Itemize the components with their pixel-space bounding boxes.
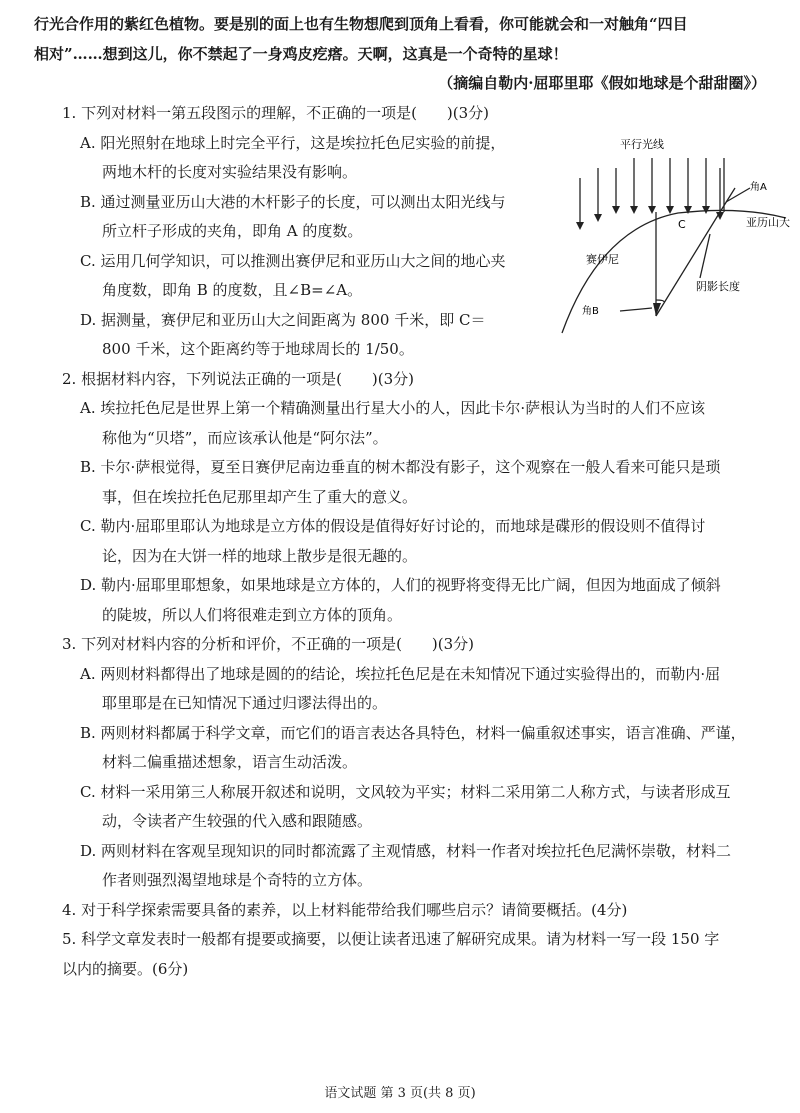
arrow-head bbox=[612, 206, 620, 214]
arrow-head bbox=[648, 206, 656, 214]
page-footer: 语文试题 第 3 页(共 8 页) bbox=[324, 1086, 476, 1101]
q3-option-c-cont: 动，令读者产生较强的代入感和跟随感。 bbox=[102, 812, 373, 830]
q3-option-a-cont: 耶里耶是在已知情况下通过归谬法得出的。 bbox=[102, 694, 388, 712]
q3-option-a: A. 两则材料都得出了地球是圆的的结论，埃拉托色尼是在未知情况下通过实验得出的，而勒内·屈 bbox=[80, 665, 721, 683]
q2-option-a: A. 埃拉托色尼是世界上第一个精确测量出行星大小的人，因此卡尔·萨根认为当时的人们不应该 bbox=[80, 399, 706, 417]
shadow-leader bbox=[700, 234, 710, 278]
label-syene: 赛伊尼 bbox=[586, 253, 619, 266]
q1-option-c: C. 运用几何学知识，可以推测出赛伊尼和亚历山大之间的地心夹 bbox=[80, 252, 506, 270]
q3-option-d: D. 两则材料在客观呈现知识的同时都流露了主观情感，材料一作者对埃拉托色尼满怀崇敬，材料二 bbox=[80, 842, 732, 860]
q1-option-b: B. 通过测量亚历山大港的木杆影子的长度，可以测出太阳光线与 bbox=[80, 193, 506, 211]
passage-source: （摘编自勒内·屈耶里耶《假如地球是个甜甜圈》） bbox=[438, 74, 766, 92]
q1-option-c-cont: 角度数，即角 B 的度数，且∠B=∠A。 bbox=[102, 281, 363, 299]
arrow-head bbox=[594, 214, 602, 222]
q3-option-b-cont: 材料二偏重描述想象，语言生动活泼。 bbox=[102, 753, 358, 771]
label-angle-b: 角B bbox=[582, 306, 599, 317]
q2-option-d-cont: 的陡坡，所以人们将很难走到立方体的顶角。 bbox=[102, 606, 403, 624]
radius-alexandria bbox=[656, 212, 720, 316]
q3-option-b: B. 两则材料都属于科学文章，而它们的语言表达各具特色，材料一偏重叙述事实，语言准确、严谨， bbox=[80, 724, 746, 742]
question-5-stem: 5. 科学文章发表时一般都有提要或摘要，以便让读者迅速了解研究成果。请为材料一写一段 150 字 bbox=[62, 930, 720, 948]
q1-option-b-cont: 所立杆子形成的夹角，即角 A 的度数。 bbox=[102, 222, 363, 240]
passage-line: 相对”……想到这儿，你不禁起了一身鸡皮疙瘩。天啊，这真是一个奇特的星球！ bbox=[34, 45, 568, 63]
q1-option-a: A. 阳光照射在地球上时完全平行，这是埃拉托色尼实验的前提， bbox=[80, 134, 506, 152]
q2-option-b: B. 卡尔·萨根觉得，夏至日赛伊尼南边垂直的树木都没有影子，这个观察在一般人看来可能只是琐 bbox=[80, 458, 721, 476]
label-shadow: 阴影长度 bbox=[696, 280, 740, 293]
q1-option-a-cont: 两地木杆的长度对实验结果没有影响。 bbox=[102, 163, 358, 181]
label-angle-a: 角A bbox=[750, 182, 767, 193]
label-parallel-rays: 平行光线 bbox=[620, 138, 664, 151]
q3-option-c: C. 材料一采用第三人称展开叙述和说明，文风较为平实；材料二采用第二人称方式，与读者形成互 bbox=[80, 783, 731, 801]
q2-option-b-cont: 事，但在埃拉托色尼那里却产生了重大的意义。 bbox=[102, 488, 418, 506]
arrow-head bbox=[702, 206, 710, 214]
rod-alexandria bbox=[720, 188, 735, 212]
q2-option-c-cont: 论，因为在大饼一样的地球上散步是很无趣的。 bbox=[102, 547, 418, 565]
question-4-stem: 4. 对于科学探索需要具备的素养，以上材料能带给我们哪些启示？请简要概括。(4分) bbox=[62, 901, 628, 919]
q1-option-d: D. 据测量，赛伊尼和亚历山大之间距离为 800 千米，即 C＝ bbox=[80, 311, 486, 329]
arrow-head bbox=[576, 222, 584, 230]
passage-line: 行光合作用的紫红色植物。要是别的面上也有生物想爬到顶角上看看，你可能就会和一对触角“四目 bbox=[34, 15, 688, 33]
angle-a-leader bbox=[726, 188, 750, 202]
angle-b-arc bbox=[656, 300, 664, 302]
arrow-head bbox=[630, 206, 638, 214]
angle-b-leader bbox=[620, 308, 652, 311]
q2-option-c: C. 勒内·屈耶里耶认为地球是立方体的假设是值得好好讨论的，而地球是碟形的假设则不值得讨 bbox=[80, 517, 706, 535]
question-1-stem: 1. 下列对材料一第五段图示的理解，不正确的一项是( )(3分) bbox=[62, 104, 490, 122]
arrow-head bbox=[666, 206, 674, 214]
q1-option-d-cont: 800 千米，这个距离约等于地球周长的 1/50。 bbox=[102, 340, 414, 358]
question-3-stem: 3. 下列对材料内容的分析和评价，不正确的一项是( )(3分) bbox=[62, 635, 475, 653]
q3-option-d-cont: 作者则强烈渴望地球是个奇特的立方体。 bbox=[102, 871, 373, 889]
eratosthenes-figure bbox=[560, 128, 790, 338]
question-5-stem-cont: 以内的摘要。(6分) bbox=[62, 960, 189, 978]
label-c: C bbox=[678, 218, 686, 231]
q2-option-d: D. 勒内·屈耶里耶想象，如果地球是立方体的，人们的视野将变得无比广阔，但因为地面成了倾斜 bbox=[80, 576, 721, 594]
q2-option-a-cont: 称他为“贝塔”，而应该承认他是“阿尔法”。 bbox=[102, 429, 388, 447]
label-alexandria: 亚历山大 bbox=[746, 216, 790, 229]
question-2-stem: 2. 根据材料内容，下列说法正确的一项是( )(3分) bbox=[62, 370, 415, 388]
